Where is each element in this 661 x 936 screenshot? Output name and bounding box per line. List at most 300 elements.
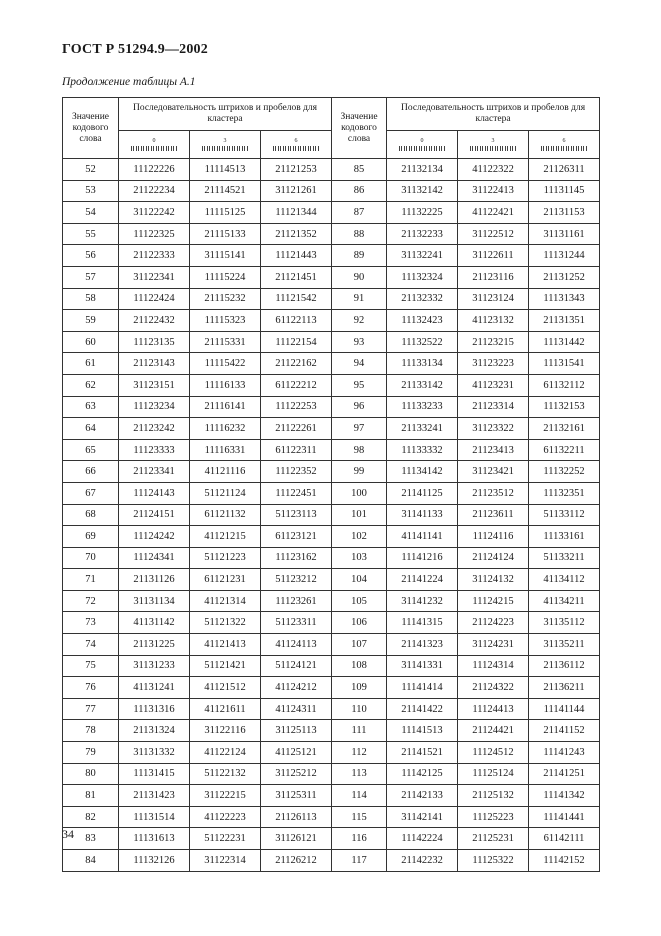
pattern-cell: 11122154 <box>261 331 332 353</box>
pattern-cell: 11124512 <box>458 742 529 764</box>
sequence-column-header: Последовательность штрихов и пробелов для кластера <box>387 98 600 131</box>
bar-pattern-icon <box>541 146 587 151</box>
codeword-value-cell: 92 <box>332 310 387 332</box>
pattern-cell: 41121512 <box>190 677 261 699</box>
pattern-cell: 41122223 <box>190 806 261 828</box>
pattern-cell: 31131233 <box>119 655 190 677</box>
table-row <box>63 720 600 742</box>
codeword-value-cell: 110 <box>332 698 387 720</box>
codeword-value-cell: 84 <box>63 850 119 872</box>
table-row <box>63 569 600 591</box>
pattern-cell: 61142111 <box>529 828 600 850</box>
pattern-cell: 31135112 <box>529 612 600 634</box>
codeword-value-cell: 109 <box>332 677 387 699</box>
codeword-value-cell: 97 <box>332 418 387 440</box>
pattern-cell: 21126113 <box>261 806 332 828</box>
pattern-cell: 21122333 <box>119 245 190 267</box>
sequence-column-header: Последовательность штрихов и пробелов для кластера <box>119 98 332 131</box>
pattern-cell: 11133161 <box>529 526 600 548</box>
pattern-cell: 11115125 <box>190 202 261 224</box>
codeword-value-cell: 82 <box>63 806 119 828</box>
table-row <box>63 223 600 245</box>
pattern-cell: 51124121 <box>261 655 332 677</box>
codeword-value-cell: 54 <box>63 202 119 224</box>
pattern-cell: 11133134 <box>387 353 458 375</box>
pattern-cell: 11131514 <box>119 806 190 828</box>
pattern-cell: 21124322 <box>458 677 529 699</box>
pattern-cell: 31131134 <box>119 590 190 612</box>
table-row <box>63 547 600 569</box>
pattern-cell: 11124314 <box>458 655 529 677</box>
pattern-cell: 21115133 <box>190 223 261 245</box>
table-row <box>63 742 600 764</box>
pattern-cell: 61121132 <box>190 504 261 526</box>
pattern-cell: 21141251 <box>529 763 600 785</box>
pattern-cell: 11121443 <box>261 245 332 267</box>
bar-pattern-icon <box>273 146 319 151</box>
pattern-cell: 11123135 <box>119 331 190 353</box>
table-row <box>63 828 600 850</box>
pattern-cell: 31142141 <box>387 806 458 828</box>
pattern-cell: 21133241 <box>387 418 458 440</box>
pattern-cell: 51123212 <box>261 569 332 591</box>
pattern-cell: 11116133 <box>190 374 261 396</box>
cluster-header: 0 <box>387 131 458 159</box>
table-header-row <box>63 98 600 131</box>
pattern-cell: 41124113 <box>261 634 332 656</box>
codeword-value-cell: 74 <box>63 634 119 656</box>
pattern-cell: 21115232 <box>190 288 261 310</box>
codeword-value-cell: 56 <box>63 245 119 267</box>
table-row <box>63 461 600 483</box>
codeword-value-cell: 70 <box>63 547 119 569</box>
codeword-value-cell: 72 <box>63 590 119 612</box>
codeword-value-cell: 76 <box>63 677 119 699</box>
codeword-value-cell: 105 <box>332 590 387 612</box>
codeword-value-cell: 107 <box>332 634 387 656</box>
pattern-cell: 51121322 <box>190 612 261 634</box>
cluster-header: 3 <box>458 131 529 159</box>
codeword-value-cell: 65 <box>63 439 119 461</box>
pattern-cell: 21122432 <box>119 310 190 332</box>
pattern-cell: 41124311 <box>261 698 332 720</box>
pattern-cell: 41131142 <box>119 612 190 634</box>
pattern-cell: 11123234 <box>119 396 190 418</box>
pattern-cell: 11141243 <box>529 742 600 764</box>
pattern-cell: 11124116 <box>458 526 529 548</box>
pattern-cell: 51122132 <box>190 763 261 785</box>
codeword-value-cell: 81 <box>63 785 119 807</box>
pattern-cell: 21124421 <box>458 720 529 742</box>
pattern-cell: 31122116 <box>190 720 261 742</box>
pattern-cell: 21141521 <box>387 742 458 764</box>
pattern-cell: 11115224 <box>190 266 261 288</box>
pattern-cell: 21122261 <box>261 418 332 440</box>
pattern-cell: 21136112 <box>529 655 600 677</box>
pattern-cell: 11141414 <box>387 677 458 699</box>
pattern-cell: 11132225 <box>387 202 458 224</box>
pattern-cell: 41125121 <box>261 742 332 764</box>
pattern-cell: 21123611 <box>458 504 529 526</box>
codeword-value-cell: 117 <box>332 850 387 872</box>
table-row <box>63 526 600 548</box>
pattern-cell: 31123124 <box>458 288 529 310</box>
pattern-cell: 21141224 <box>387 569 458 591</box>
codeword-value-cell: 78 <box>63 720 119 742</box>
pattern-cell: 21141323 <box>387 634 458 656</box>
pattern-cell: 11141144 <box>529 698 600 720</box>
pattern-cell: 41123132 <box>458 310 529 332</box>
codeword-value-cell: 59 <box>63 310 119 332</box>
codeword-value-cell: 73 <box>63 612 119 634</box>
codeword-value-cell: 57 <box>63 266 119 288</box>
pattern-cell: 11122226 <box>119 159 190 181</box>
pattern-cell: 11132153 <box>529 396 600 418</box>
codeword-table <box>62 97 600 872</box>
pattern-cell: 31126121 <box>261 828 332 850</box>
table-row <box>63 655 600 677</box>
pattern-cell: 11134142 <box>387 461 458 483</box>
codeword-value-cell: 99 <box>332 461 387 483</box>
table-row <box>63 482 600 504</box>
codeword-value-cell: 60 <box>63 331 119 353</box>
pattern-cell: 11131244 <box>529 245 600 267</box>
pattern-cell: 11132423 <box>387 310 458 332</box>
pattern-cell: 11124143 <box>119 482 190 504</box>
codeword-value-cell: 64 <box>63 418 119 440</box>
pattern-cell: 11121344 <box>261 202 332 224</box>
table-row <box>63 159 600 181</box>
pattern-cell: 31132241 <box>387 245 458 267</box>
codeword-value-cell: 75 <box>63 655 119 677</box>
pattern-cell: 11122451 <box>261 482 332 504</box>
pattern-cell: 41121215 <box>190 526 261 548</box>
table-row <box>63 180 600 202</box>
pattern-cell: 31123151 <box>119 374 190 396</box>
pattern-cell: 31123421 <box>458 461 529 483</box>
codeword-value-cell: 102 <box>332 526 387 548</box>
pattern-cell: 31132142 <box>387 180 458 202</box>
pattern-cell: 11132324 <box>387 266 458 288</box>
cluster-header: 0 <box>119 131 190 159</box>
pattern-cell: 11131613 <box>119 828 190 850</box>
table-row <box>63 266 600 288</box>
codeword-value-cell: 93 <box>332 331 387 353</box>
table-row <box>63 245 600 267</box>
pattern-cell: 21131324 <box>119 720 190 742</box>
pattern-cell: 21121451 <box>261 266 332 288</box>
pattern-cell: 11131343 <box>529 288 600 310</box>
codeword-value-cell: 52 <box>63 159 119 181</box>
codeword-value-cell: 85 <box>332 159 387 181</box>
pattern-cell: 11131442 <box>529 331 600 353</box>
pattern-cell: 31125212 <box>261 763 332 785</box>
pattern-cell: 11132522 <box>387 331 458 353</box>
codeword-value-cell: 67 <box>63 482 119 504</box>
pattern-cell: 11141342 <box>529 785 600 807</box>
pattern-cell: 41134211 <box>529 590 600 612</box>
codeword-value-cell: 113 <box>332 763 387 785</box>
table-row <box>63 310 600 332</box>
pattern-cell: 21141152 <box>529 720 600 742</box>
codeword-value-cell: 66 <box>63 461 119 483</box>
pattern-cell: 11122325 <box>119 223 190 245</box>
table-row <box>63 698 600 720</box>
table-row <box>63 634 600 656</box>
document-header: ГОСТ Р 51294.9—2002 <box>62 42 208 57</box>
pattern-cell: 21136211 <box>529 677 600 699</box>
pattern-cell: 21142133 <box>387 785 458 807</box>
pattern-cell: 11131145 <box>529 180 600 202</box>
codeword-value-cell: 86 <box>332 180 387 202</box>
pattern-cell: 31122512 <box>458 223 529 245</box>
pattern-cell: 21124223 <box>458 612 529 634</box>
page-number: 34 <box>62 827 74 841</box>
codeword-value-cell: 55 <box>63 223 119 245</box>
pattern-cell: 61132211 <box>529 439 600 461</box>
pattern-cell: 31123223 <box>458 353 529 375</box>
codeword-value-cell: 77 <box>63 698 119 720</box>
pattern-cell: 21124151 <box>119 504 190 526</box>
pattern-cell: 21131225 <box>119 634 190 656</box>
pattern-cell: 61123121 <box>261 526 332 548</box>
pattern-cell: 11142224 <box>387 828 458 850</box>
pattern-cell: 21133142 <box>387 374 458 396</box>
pattern-cell: 21141125 <box>387 482 458 504</box>
pattern-cell: 61122311 <box>261 439 332 461</box>
codeword-value-cell: 106 <box>332 612 387 634</box>
pattern-cell: 11142125 <box>387 763 458 785</box>
codeword-value-cell: 90 <box>332 266 387 288</box>
pattern-cell: 41122322 <box>458 159 529 181</box>
codeword-value-cell: 69 <box>63 526 119 548</box>
pattern-cell: 31135211 <box>529 634 600 656</box>
pattern-cell: 11123333 <box>119 439 190 461</box>
pattern-cell: 11142152 <box>529 850 600 872</box>
pattern-cell: 31121261 <box>261 180 332 202</box>
pattern-cell: 11116331 <box>190 439 261 461</box>
pattern-cell: 31115141 <box>190 245 261 267</box>
codeword-value-cell: 104 <box>332 569 387 591</box>
table-caption: Продолжение таблицы А.1 <box>62 76 196 88</box>
pattern-cell: 21122162 <box>261 353 332 375</box>
value-column-header: Значение кодового слова <box>332 98 387 159</box>
codeword-value-cell: 94 <box>332 353 387 375</box>
pattern-cell: 31123322 <box>458 418 529 440</box>
codeword-value-cell: 100 <box>332 482 387 504</box>
pattern-cell: 31131161 <box>529 223 600 245</box>
pattern-cell: 11122253 <box>261 396 332 418</box>
codeword-value-cell: 112 <box>332 742 387 764</box>
cluster-header: 6 <box>529 131 600 159</box>
cluster-header-row <box>63 131 600 159</box>
pattern-cell: 31141331 <box>387 655 458 677</box>
pattern-cell: 41121413 <box>190 634 261 656</box>
pattern-cell: 41141141 <box>387 526 458 548</box>
codeword-value-cell: 62 <box>63 374 119 396</box>
pattern-cell: 41122421 <box>458 202 529 224</box>
codeword-value-cell: 58 <box>63 288 119 310</box>
pattern-cell: 41124212 <box>261 677 332 699</box>
codeword-value-cell: 95 <box>332 374 387 396</box>
pattern-cell: 21126212 <box>261 850 332 872</box>
pattern-cell: 31124132 <box>458 569 529 591</box>
pattern-cell: 11124341 <box>119 547 190 569</box>
codeword-value-cell: 68 <box>63 504 119 526</box>
pattern-cell: 31122611 <box>458 245 529 267</box>
codeword-value-cell: 87 <box>332 202 387 224</box>
table-row <box>63 590 600 612</box>
table-row <box>63 612 600 634</box>
pattern-cell: 31122341 <box>119 266 190 288</box>
pattern-cell: 21114521 <box>190 180 261 202</box>
codeword-value-cell: 89 <box>332 245 387 267</box>
pattern-cell: 21131351 <box>529 310 600 332</box>
pattern-cell: 11125223 <box>458 806 529 828</box>
pattern-cell: 31122215 <box>190 785 261 807</box>
pattern-cell: 51133112 <box>529 504 600 526</box>
codeword-value-cell: 79 <box>63 742 119 764</box>
codeword-value-cell: 115 <box>332 806 387 828</box>
value-column-header: Значение кодового слова <box>63 98 119 159</box>
codeword-value-cell: 63 <box>63 396 119 418</box>
pattern-cell: 21116141 <box>190 396 261 418</box>
pattern-cell: 31122314 <box>190 850 261 872</box>
pattern-cell: 21123242 <box>119 418 190 440</box>
codeword-value-cell: 116 <box>332 828 387 850</box>
codeword-value-cell: 98 <box>332 439 387 461</box>
pattern-cell: 21121352 <box>261 223 332 245</box>
pattern-cell: 21123116 <box>458 266 529 288</box>
pattern-cell: 21131126 <box>119 569 190 591</box>
codeword-value-cell: 80 <box>63 763 119 785</box>
table-row <box>63 439 600 461</box>
pattern-cell: 51123311 <box>261 612 332 634</box>
codeword-value-cell: 111 <box>332 720 387 742</box>
pattern-cell: 41123231 <box>458 374 529 396</box>
pattern-cell: 11122424 <box>119 288 190 310</box>
pattern-cell: 31122413 <box>458 180 529 202</box>
pattern-cell: 21142232 <box>387 850 458 872</box>
codeword-value-cell: 91 <box>332 288 387 310</box>
pattern-cell: 31141133 <box>387 504 458 526</box>
bar-pattern-icon <box>470 146 516 151</box>
pattern-cell: 21132233 <box>387 223 458 245</box>
pattern-cell: 21123314 <box>458 396 529 418</box>
pattern-cell: 41134112 <box>529 569 600 591</box>
table-row <box>63 504 600 526</box>
pattern-cell: 41121116 <box>190 461 261 483</box>
pattern-cell: 11115422 <box>190 353 261 375</box>
codeword-value-cell: 88 <box>332 223 387 245</box>
table-row <box>63 396 600 418</box>
pattern-cell: 21115331 <box>190 331 261 353</box>
pattern-cell: 11122352 <box>261 461 332 483</box>
table-row <box>63 850 600 872</box>
bar-pattern-icon <box>202 146 248 151</box>
codeword-value-cell: 53 <box>63 180 119 202</box>
pattern-cell: 11131316 <box>119 698 190 720</box>
pattern-cell: 21126311 <box>529 159 600 181</box>
pattern-cell: 21123512 <box>458 482 529 504</box>
pattern-cell: 11133332 <box>387 439 458 461</box>
codeword-value-cell: 103 <box>332 547 387 569</box>
pattern-cell: 11141315 <box>387 612 458 634</box>
pattern-cell: 11132126 <box>119 850 190 872</box>
pattern-cell: 61132112 <box>529 374 600 396</box>
pattern-cell: 21124124 <box>458 547 529 569</box>
pattern-cell: 21123413 <box>458 439 529 461</box>
table-row <box>63 202 600 224</box>
pattern-cell: 21123215 <box>458 331 529 353</box>
pattern-cell: 41131241 <box>119 677 190 699</box>
pattern-cell: 21132134 <box>387 159 458 181</box>
codeword-value-cell: 114 <box>332 785 387 807</box>
pattern-cell: 11132252 <box>529 461 600 483</box>
pattern-cell: 61122113 <box>261 310 332 332</box>
cluster-header: 6 <box>261 131 332 159</box>
pattern-cell: 51121421 <box>190 655 261 677</box>
pattern-cell: 61121231 <box>190 569 261 591</box>
pattern-cell: 21131252 <box>529 266 600 288</box>
pattern-cell: 21121253 <box>261 159 332 181</box>
pattern-cell: 11114513 <box>190 159 261 181</box>
table-row <box>63 288 600 310</box>
table-row <box>63 763 600 785</box>
pattern-cell: 31124231 <box>458 634 529 656</box>
codeword-value-cell: 71 <box>63 569 119 591</box>
pattern-cell: 21131153 <box>529 202 600 224</box>
pattern-cell: 11124242 <box>119 526 190 548</box>
pattern-cell: 11123261 <box>261 590 332 612</box>
pattern-cell: 21125231 <box>458 828 529 850</box>
pattern-cell: 11115323 <box>190 310 261 332</box>
pattern-cell: 51133211 <box>529 547 600 569</box>
pattern-cell: 11123162 <box>261 547 332 569</box>
pattern-cell: 21132161 <box>529 418 600 440</box>
bar-pattern-icon <box>131 146 177 151</box>
pattern-cell: 31131332 <box>119 742 190 764</box>
pattern-cell: 21123143 <box>119 353 190 375</box>
pattern-cell: 21122234 <box>119 180 190 202</box>
pattern-cell: 21132332 <box>387 288 458 310</box>
table-row <box>63 677 600 699</box>
pattern-cell: 31141232 <box>387 590 458 612</box>
table-row <box>63 418 600 440</box>
pattern-cell: 21123341 <box>119 461 190 483</box>
pattern-cell: 51122231 <box>190 828 261 850</box>
pattern-cell: 41121314 <box>190 590 261 612</box>
pattern-cell: 31125311 <box>261 785 332 807</box>
pattern-cell: 11125322 <box>458 850 529 872</box>
codeword-value-cell: 83 <box>63 828 119 850</box>
pattern-cell: 11141216 <box>387 547 458 569</box>
codeword-value-cell: 108 <box>332 655 387 677</box>
pattern-cell: 11125124 <box>458 763 529 785</box>
codeword-value-cell: 61 <box>63 353 119 375</box>
table-row <box>63 785 600 807</box>
pattern-cell: 31125113 <box>261 720 332 742</box>
pattern-cell: 11141441 <box>529 806 600 828</box>
pattern-cell: 11116232 <box>190 418 261 440</box>
codeword-value-cell: 101 <box>332 504 387 526</box>
pattern-cell: 41121611 <box>190 698 261 720</box>
pattern-cell: 31122242 <box>119 202 190 224</box>
pattern-cell: 51121223 <box>190 547 261 569</box>
pattern-cell: 21141422 <box>387 698 458 720</box>
pattern-cell: 51123113 <box>261 504 332 526</box>
cluster-header: 3 <box>190 131 261 159</box>
